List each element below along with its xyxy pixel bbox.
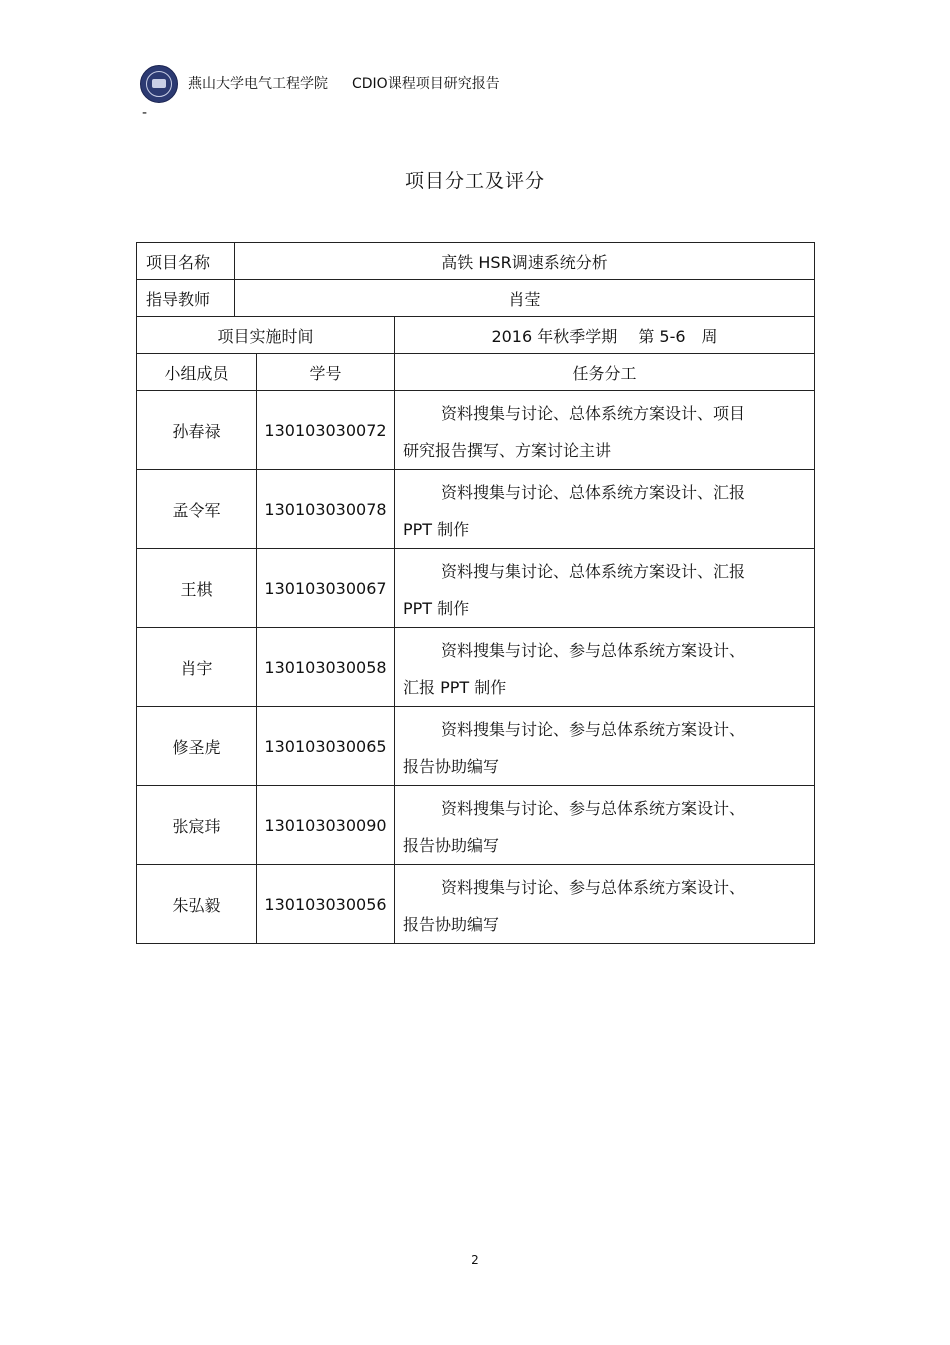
table-row [137, 786, 815, 865]
university-logo-icon [140, 65, 178, 103]
member-name: 修圣虎 [137, 707, 257, 786]
member-name: 孟令军 [137, 470, 257, 549]
member-name: 朱弘毅 [137, 865, 257, 944]
member-task [395, 786, 815, 865]
member-id: 130103030058 [257, 628, 395, 707]
member-id: 130103030056 [257, 865, 395, 944]
advisor-label: 指导教师 [137, 280, 235, 317]
header-text [188, 74, 500, 94]
advisor-row [137, 280, 815, 317]
member-task [395, 865, 815, 944]
task-line-1: 资料搜集与讨论、参与总体系统方案设计、 [441, 641, 746, 660]
table-row [137, 549, 815, 628]
table-row [137, 470, 815, 549]
task-line-2: 报告协助编写 [403, 757, 500, 776]
project-name-label: 项目名称 [137, 243, 235, 280]
member-id: 130103030065 [257, 707, 395, 786]
task-line-1: 资料搜集与讨论、参与总体系统方案设计、 [441, 878, 746, 897]
page-header [140, 64, 500, 104]
table-row [137, 865, 815, 944]
task-line-1: 资料搜与集讨论、总体系统方案设计、汇报 [441, 562, 746, 581]
column-header-member: 小组成员 [137, 354, 257, 391]
project-name-row [137, 243, 815, 280]
column-header-id: 学号 [257, 354, 395, 391]
member-name: 孙春禄 [137, 391, 257, 470]
table-row [137, 391, 815, 470]
column-header-task: 任务分工 [395, 354, 815, 391]
member-task [395, 391, 815, 470]
member-name: 王棋 [137, 549, 257, 628]
period-value: 2016 年秋季学期 第 5-6 周 [395, 317, 815, 354]
task-line-1: 资料搜集与讨论、总体系统方案设计、汇报 [441, 483, 746, 502]
task-line-2: 报告协助编写 [403, 915, 500, 934]
task-line-2: 报告协助编写 [403, 836, 500, 855]
period-row [137, 317, 815, 354]
advisor-value: 肖莹 [235, 280, 815, 317]
table-row [137, 628, 815, 707]
header-report-type: CDIO课程项目研究报告 [352, 76, 500, 92]
member-name: 张宸玮 [137, 786, 257, 865]
task-line-2: PPT 制作 [403, 520, 470, 539]
task-line-1: 资料搜集与讨论、总体系统方案设计、项目 [441, 404, 746, 423]
member-id: 130103030067 [257, 549, 395, 628]
task-line-2: 汇报 PPT 制作 [403, 678, 507, 697]
task-line-2: 研究报告撰写、方案讨论主讲 [403, 441, 612, 460]
member-task [395, 628, 815, 707]
project-name-value: 高铁 HSR调速系统分析 [235, 243, 815, 280]
column-header-row [137, 354, 815, 391]
task-line-1: 资料搜集与讨论、参与总体系统方案设计、 [441, 720, 746, 739]
project-table [136, 242, 815, 944]
period-label: 项目实施时间 [137, 317, 395, 354]
member-id: 130103030078 [257, 470, 395, 549]
header-institution: 燕山大学电气工程学院 [188, 76, 328, 92]
task-line-2: PPT 制作 [403, 599, 470, 618]
member-task [395, 549, 815, 628]
member-id: 130103030072 [257, 391, 395, 470]
member-id: 130103030090 [257, 786, 395, 865]
member-task [395, 707, 815, 786]
page-number: 2 [471, 1253, 479, 1267]
task-line-1: 资料搜集与讨论、参与总体系统方案设计、 [441, 799, 746, 818]
header-dash: - [142, 105, 148, 121]
member-name: 肖宇 [137, 628, 257, 707]
table-row [137, 707, 815, 786]
member-task [395, 470, 815, 549]
page-title: 项目分工及评分 [404, 170, 545, 192]
